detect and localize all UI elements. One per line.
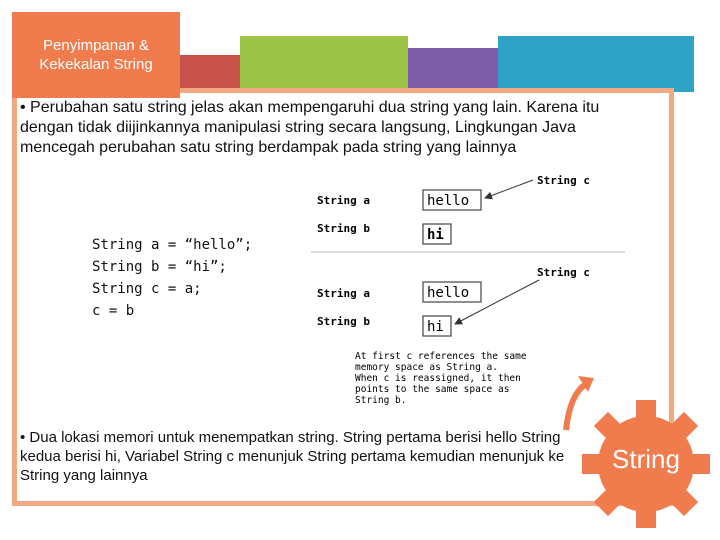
code-line: c = b	[92, 303, 135, 319]
slide-title-text: Penyimpanan & Kekekalan String	[39, 37, 153, 73]
diagram-caption-line: At first c references the same	[355, 351, 527, 362]
memory-value-hi-bottom: hi	[427, 319, 444, 335]
diagram-caption-line: memory space as String a.	[355, 362, 498, 373]
memory-value-hi-top: hi	[427, 227, 444, 243]
diagram-label-a-top: String a	[317, 194, 370, 207]
diagram-label-b-top: String b	[317, 222, 370, 235]
diagram-label-a-bottom: String a	[317, 287, 370, 300]
diagram-caption-line: When c is reassigned, it then	[355, 373, 521, 384]
diagram-caption-line: points to the same space as	[355, 384, 510, 395]
memory-value-hello-bottom: hello	[427, 285, 470, 301]
paragraph-1: • Perubahan satu string jelas akan mempengaruhi dua string yang lain. Karena itu dengan tidak diijinkannya manipulasi string secara langsung, Lingkungan Java mencegah perubahan satu string berdampak pada string yang lainnya	[20, 99, 600, 156]
slide-title	[12, 12, 180, 98]
code-block	[92, 234, 252, 322]
code-line: String a = “hello”;	[92, 237, 253, 253]
memory-value-hello-top: hello	[427, 193, 470, 209]
diagram-caption-line: String b.	[355, 395, 407, 406]
diagram-label-c-bottom: String c	[537, 266, 590, 279]
diagram-label-b-bottom: String b	[317, 315, 370, 328]
paragraph-2: • Dua lokasi memori untuk menempatkan string. String pertama berisi hello String kedua berisi hi, Variabel String c menunjuk String pertama kemudian menunjuk ke String yang lainnya	[20, 429, 565, 484]
code-line: String b = “hi”;	[92, 259, 227, 275]
decor-bar-teal	[498, 36, 694, 92]
code-line: String c = a;	[92, 281, 202, 297]
decor-bar-green	[240, 36, 408, 92]
diagram-label-c-top: String c	[537, 174, 590, 187]
gear-label: String	[612, 444, 680, 474]
